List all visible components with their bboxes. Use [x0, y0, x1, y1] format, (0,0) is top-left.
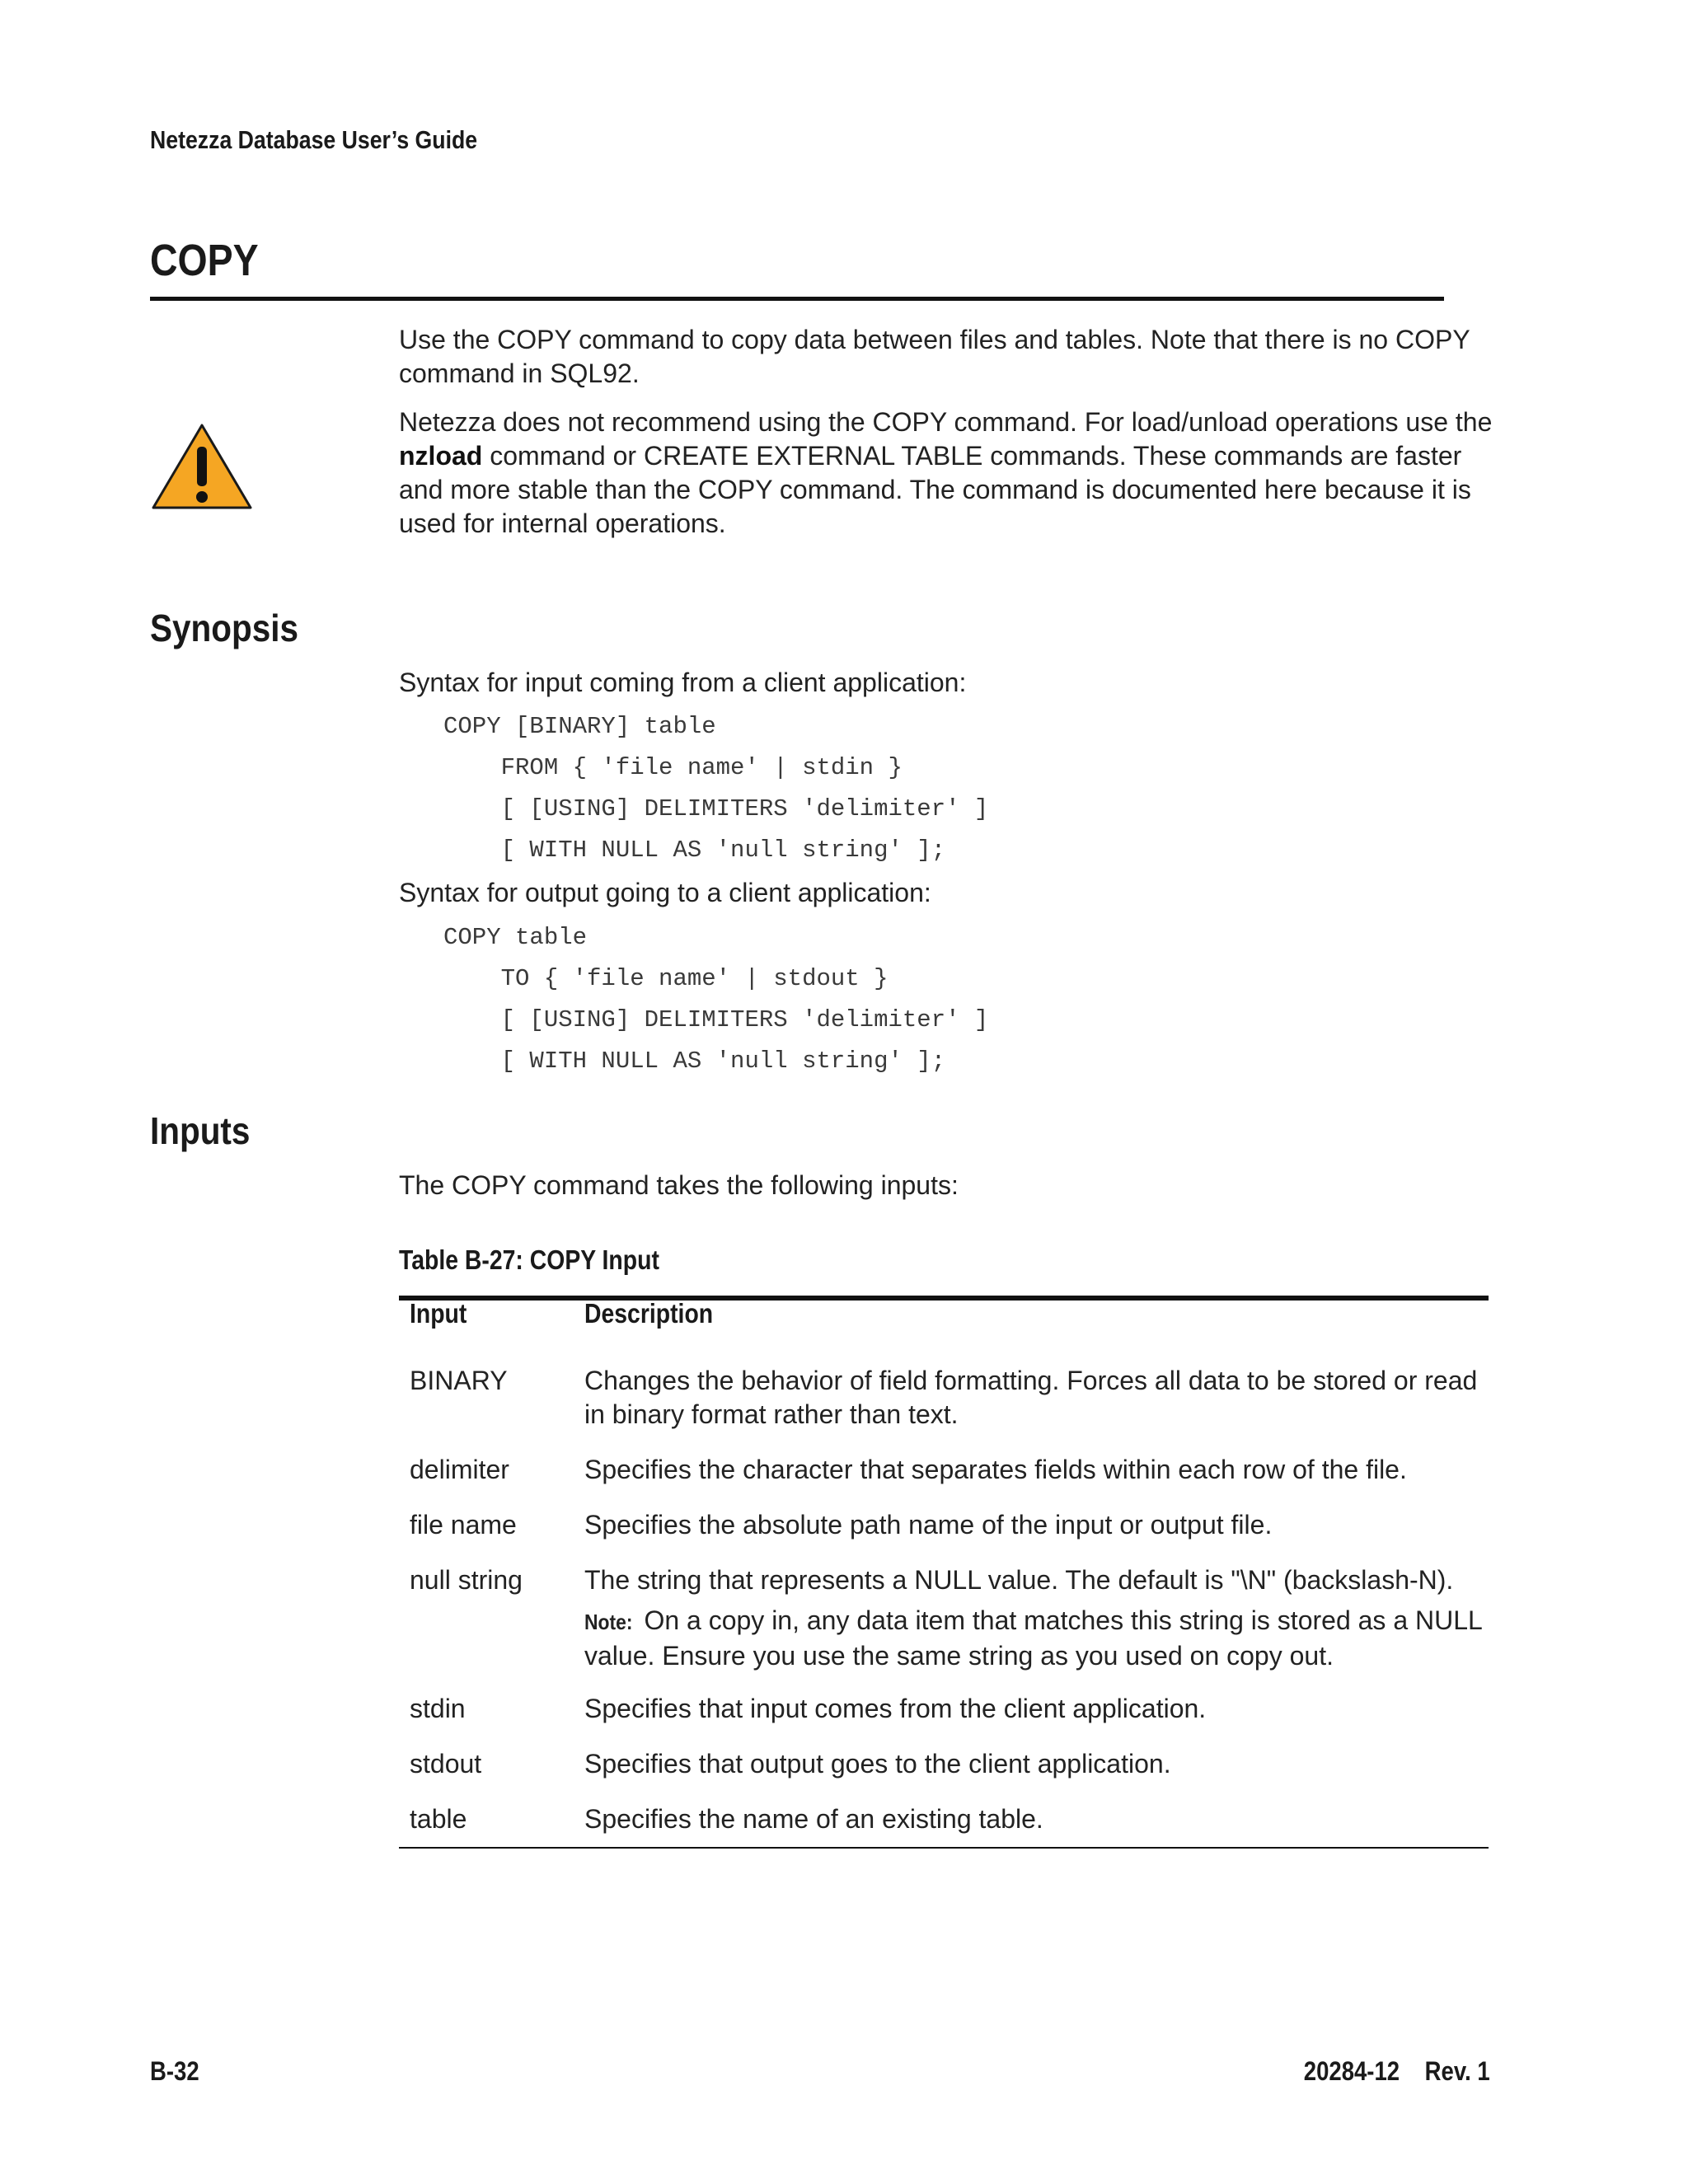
- table-cell-input: file name: [410, 1510, 517, 1540]
- table-cell-description: The string that represents a NULL value. The default is "\N" (backslash-N).: [584, 1565, 1454, 1595]
- table-cell-note: [584, 1604, 1499, 1673]
- section-title: COPY: [150, 236, 259, 285]
- synopsis-heading: Synopsis: [150, 607, 298, 649]
- inputs-intro: The COPY command takes the following inputs:: [399, 1170, 959, 1200]
- code-line: [ [USING] DELIMITERS 'delimiter' ]: [443, 1006, 989, 1033]
- table-cell-description: Changes the behavior of field formatting. Forces all data to be stored or read in binary format rather than text.: [584, 1366, 1478, 1429]
- code-line: [ [USING] DELIMITERS 'delimiter' ]: [443, 795, 989, 823]
- table-cell-description: Specifies that output goes to the client application.: [584, 1749, 1171, 1779]
- table-cell-input: BINARY: [410, 1366, 508, 1395]
- doc-id: 20284-12 Rev. 1: [1304, 2056, 1490, 2086]
- table-cell-input: null string: [410, 1565, 523, 1595]
- code-line: FROM { 'file name' | stdin }: [443, 754, 903, 781]
- table-top-rule: [399, 1296, 1489, 1301]
- table-cell-description: Specifies the character that separates fields within each row of the file.: [584, 1455, 1407, 1484]
- table-cell-description: Specifies that input comes from the client application.: [584, 1694, 1207, 1723]
- code-line: COPY [BINARY] table: [443, 713, 716, 740]
- intro-paragraph: Use the COPY command to copy data between files and tables. Note that there is no COPY command in SQL92.: [399, 325, 1470, 388]
- table-cell-input: stdin: [410, 1694, 466, 1723]
- code-line: [ WITH NULL AS 'null string' ];: [443, 1047, 946, 1075]
- code-line: COPY table: [443, 924, 588, 951]
- table-cell-input: table: [410, 1804, 467, 1834]
- note-text: On a copy in, any data item that matches this string is stored as a NULL value. Ensure you use the same string as you used on copy out.: [584, 1605, 1482, 1671]
- table-header-description: Description: [584, 1298, 714, 1329]
- page-number: B-32: [150, 2056, 199, 2086]
- warning-triangle-icon: [150, 422, 254, 513]
- table-header-input: Input: [410, 1298, 467, 1329]
- synopsis-input-label: Syntax for input coming from a client application:: [399, 668, 967, 697]
- section-title-rule: [150, 297, 1444, 301]
- warning-text-after: command or CREATE EXTERNAL TABLE commands. These commands are faster and more stable than the COPY command. The command is documented here because it is used for internal operations.: [399, 441, 1471, 538]
- warning-paragraph: [399, 405, 1500, 541]
- table-cell-input: stdout: [410, 1749, 482, 1779]
- table-bottom-rule: [399, 1847, 1489, 1849]
- nzload-keyword: nzload: [399, 441, 483, 471]
- table-cell-input: delimiter: [410, 1455, 509, 1484]
- code-line: [ WITH NULL AS 'null string' ];: [443, 837, 946, 864]
- inputs-heading: Inputs: [150, 1109, 251, 1152]
- running-header: Netezza Database User’s Guide: [150, 125, 478, 154]
- warning-text-before: Netezza does not recommend using the COPY command. For load/unload operations use the: [399, 407, 1493, 437]
- code-line: TO { 'file name' | stdout }: [443, 965, 889, 992]
- synopsis-output-label: Syntax for output going to a client application:: [399, 878, 931, 907]
- note-label: Note:: [584, 1610, 633, 1634]
- table-cell-description: Specifies the absolute path name of the input or output file.: [584, 1510, 1273, 1540]
- table-caption: Table B-27: COPY Input: [399, 1244, 659, 1275]
- table-cell-description: Specifies the name of an existing table.: [584, 1804, 1043, 1834]
